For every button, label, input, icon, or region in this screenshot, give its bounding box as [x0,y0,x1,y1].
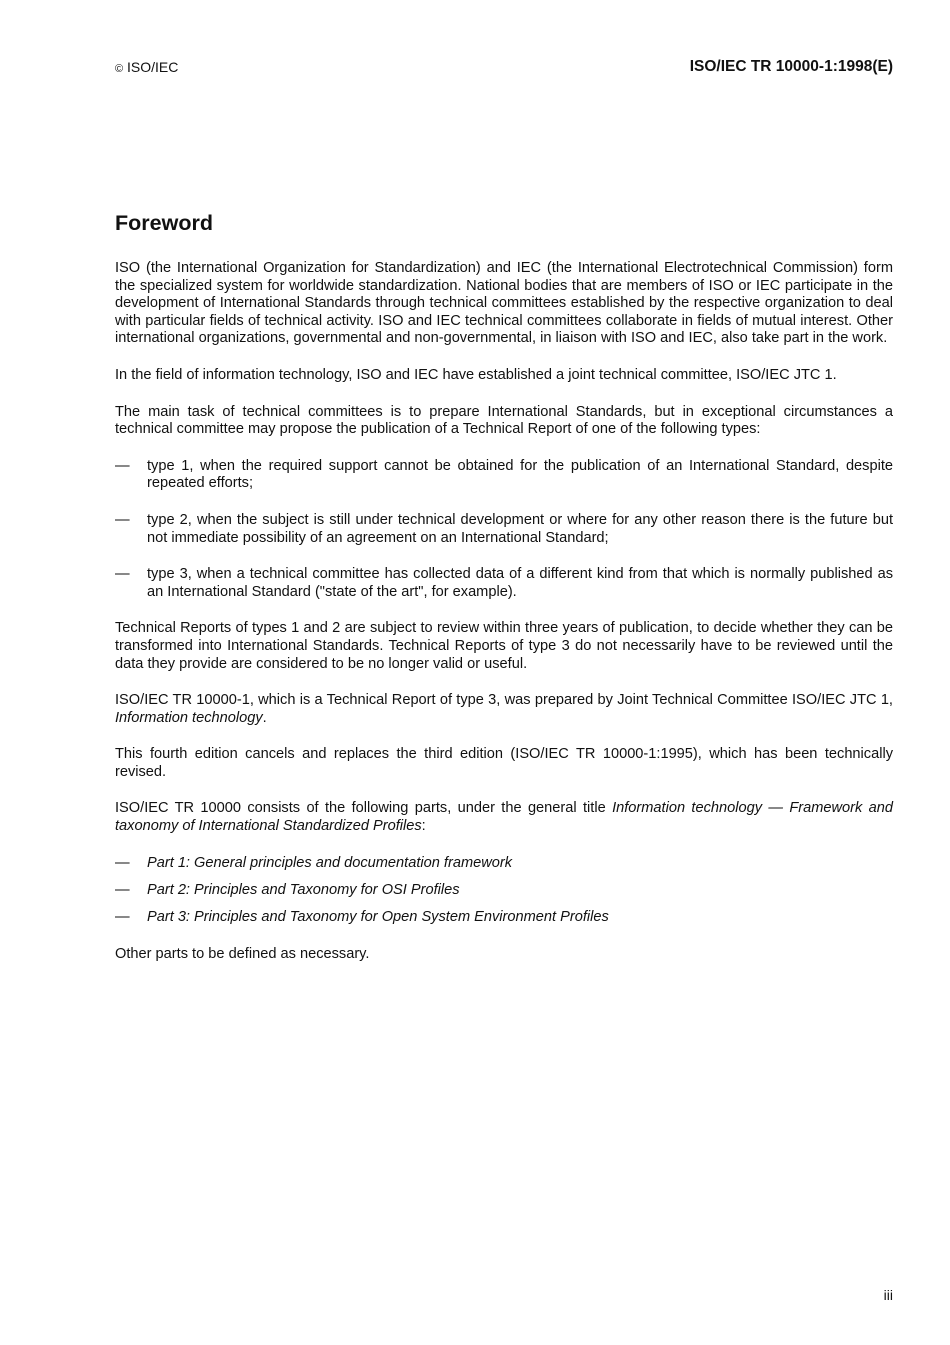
type-2-text: type 2, when the subject is still under technical development or where for any other reason there is the future but not immediate possibility of an agreement on an International Standard; [147,511,893,546]
list-item [115,882,893,900]
list-item [115,855,893,873]
paragraph-iso-iec: ISO (the International Organization for Standardization) and IEC (the International Electrotechnical Commission) form the specialized system for worldwide standardization. National bodies that are members of ISO or IEC participate in the development of International Standards through technical committees established by the respective organization to deal with particular fields of technical activity. ISO and IEC technical committees collaborate in fields of mutual interest. Other international organizations, governmental and non-governmental, in liaison with ISO and IEC, also take part in the work. [115,260,893,347]
type-3-text: type 3, when a technical committee has collected data of a different kind from that which is normally published as an International Standard ("state of the art", for example). [147,566,893,600]
copyright-symbol: © [115,63,124,75]
part-1-title: Part 1: General principles and documentation framework [147,854,513,871]
page-title: Foreword [115,211,213,235]
report-types-list [115,458,893,602]
dash-bullet: — [115,854,130,871]
parts-list [115,855,893,927]
foreword-content [115,208,893,982]
list-item [115,458,893,493]
paragraph-review: Technical Reports of types 1 and 2 are subject to review within three years of publication, to decide whether they can be transformed into International Standards. Technical Reports of type 3 do not necessarily have to be reviewed until the data they provide are considered to be no longer valid or useful. [115,620,893,672]
part-3-title: Part 3: Principles and Taxonomy for Open System Environment Profiles [147,909,609,926]
paragraph-edition: This fourth edition cancels and replaces the third edition (ISO/IEC TR 10000-1:1995), which has been technically revised. [115,746,893,780]
prepared-by-text: ISO/IEC TR 10000-1, which is a Technical Report of type 3, was prepared by Joint Technical Committee ISO/IEC JTC 1, [115,692,893,709]
paragraph-main-task: The main task of technical committees is to prepare International Standards, but in exceptional circumstances a technical committee may propose the publication of a Technical Report of one of the following types: [115,403,893,438]
dash-bullet: — [115,909,130,926]
copyright-org: ISO/IEC [127,59,179,75]
paragraph-parts-intro: ISO/IEC TR 10000 consists of the following parts, under the general title Information technology — Framework and taxonomy of International Standardized Profiles: [115,800,894,835]
committee-title: Information technology [115,709,263,726]
document-number: ISO/IEC TR 10000-1:1998(E) [689,58,893,75]
type-1-text: type 1, when the required support cannot be obtained for the publication of an International Standard, despite repeated efforts; [147,457,893,492]
parts-intro-text: ISO/IEC TR 10000 consists of the following parts, under the general title [115,800,613,817]
paragraph-jtc1: In the field of information technology, ISO and IEC have established a joint technical committee, ISO/IEC JTC 1. [115,366,837,383]
list-item [115,566,893,601]
page-number: iii [883,1287,893,1303]
part-2-title: Part 2: Principles and Taxonomy for OSI Profiles [147,881,460,898]
copyright-notice [115,59,178,75]
list-item [115,909,893,927]
paragraph-prepared-by: ISO/IEC TR 10000-1, which is a Technical Report of type 3, was prepared by Joint Technical Committee ISO/IEC JTC 1, Information technology. [115,692,893,726]
dash-bullet: — [115,457,130,474]
dash-bullet: — [115,881,130,898]
paragraph-other-parts: Other parts to be defined as necessary. [115,945,370,962]
dash-bullet: — [115,511,130,528]
dash-bullet: — [115,566,130,583]
general-title: Information technology — Framework and taxonomy of International Standardized Profiles [115,800,894,835]
list-item [115,512,893,547]
